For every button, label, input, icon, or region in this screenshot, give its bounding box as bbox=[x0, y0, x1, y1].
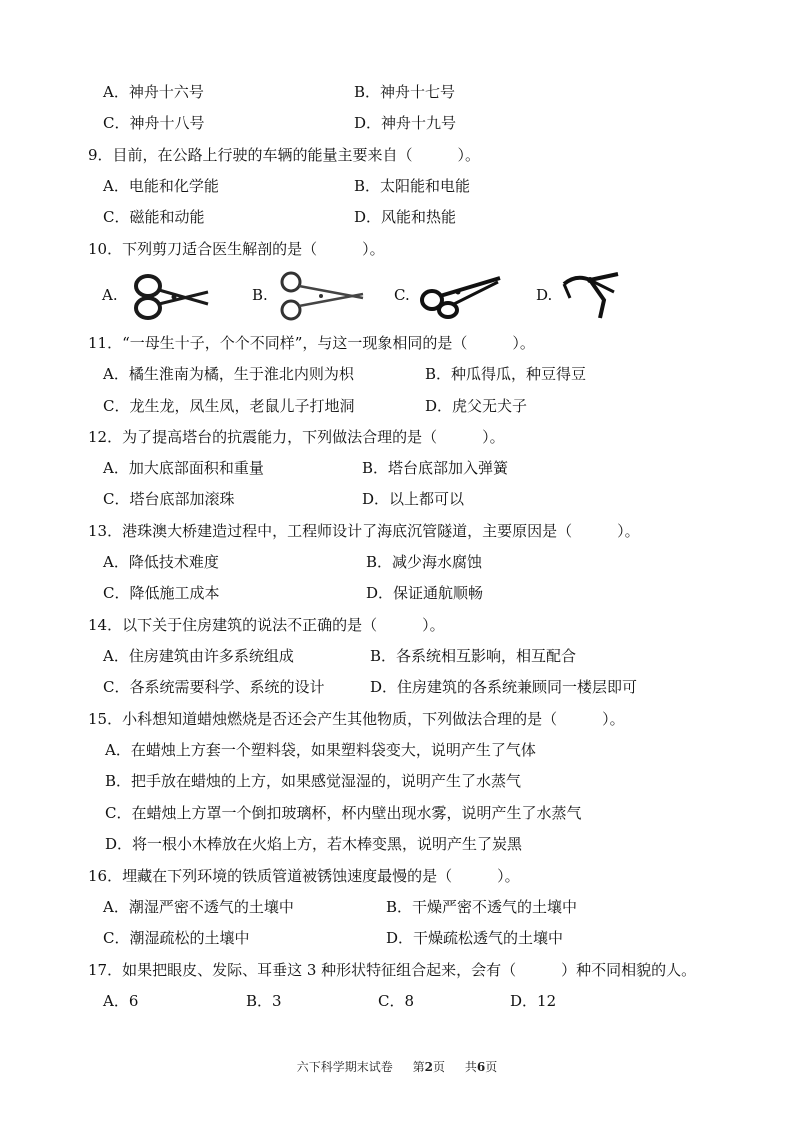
q12-option-b: B．塔台底部加入弹簧 bbox=[362, 459, 509, 477]
q9-option-c: C．磁能和动能 bbox=[103, 208, 205, 226]
q10-stem: 10．下列剪刀适合医生解剖的是（ ）。 bbox=[88, 240, 385, 258]
footer-total-pages: 共6页 bbox=[464, 1060, 498, 1074]
q14-option-b: B．各系统相互影响，相互配合 bbox=[370, 647, 577, 665]
q15-option-c: C．在蜡烛上方罩一个倒扣玻璃杯，杯内壁出现水雾，说明产生了水蒸气 bbox=[105, 804, 582, 822]
q8-option-c: C．神舟十八号 bbox=[103, 114, 205, 132]
page-footer bbox=[0, 1058, 794, 1075]
q17-option-d: D．12 bbox=[510, 992, 557, 1010]
q10-label-b: B. bbox=[252, 286, 268, 304]
q15-stem: 15．小科想知道蜡烛燃烧是否还会产生其他物质，下列做法合理的是（ ）。 bbox=[88, 710, 625, 728]
q12-option-a: A．加大底部面积和重量 bbox=[103, 459, 264, 477]
q16-option-c: C．潮湿疏松的土壤中 bbox=[103, 929, 250, 947]
q14-stem: 14．以下关于住房建筑的说法不正确的是（ ）。 bbox=[88, 616, 445, 634]
q11-stem: 11．“一母生十子，个个不同样”，与这一现象相同的是（ ）。 bbox=[88, 334, 535, 352]
q15-option-d: D．将一根小木棒放在火焰上方，若木棒变黑，说明产生了炭黑 bbox=[105, 835, 523, 853]
q11-option-a: A．橘生淮南为橘，生于淮北内则为枳 bbox=[103, 365, 354, 383]
q17-option-c: C．8 bbox=[378, 992, 415, 1010]
q17-stem: 17．如果把眼皮、发际、耳垂这 3 种形状特征组合起来，会有（ ）种不同相貌的人。 bbox=[88, 961, 697, 979]
q14-option-c: C．各系统需要科学、系统的设计 bbox=[103, 678, 325, 696]
q16-option-b: B．干燥严密不透气的土壤中 bbox=[386, 898, 578, 916]
q13-option-b: B．减少海水腐蚀 bbox=[366, 553, 483, 571]
q10-image-options bbox=[100, 270, 660, 322]
q8-option-a: A．神舟十六号 bbox=[103, 83, 204, 101]
q16-option-d: D．干燥疏松透气的土壤中 bbox=[386, 929, 564, 947]
q10-label-a: A. bbox=[102, 286, 118, 304]
q11-option-b: B．种瓜得瓜，种豆得豆 bbox=[425, 365, 587, 383]
scissors-wide-handle-icon bbox=[130, 270, 210, 322]
q8-option-d: D．神舟十九号 bbox=[354, 114, 457, 132]
q15-option-a: A．在蜡烛上方套一个塑料袋，如果塑料袋变大，说明产生了气体 bbox=[105, 741, 536, 759]
q9-option-a: A．电能和化学能 bbox=[103, 177, 219, 195]
q13-stem: 13．港珠澳大桥建造过程中，工程师设计了海底沉管隧道，主要原因是（ ）。 bbox=[88, 522, 640, 540]
pruning-shears-icon bbox=[560, 270, 624, 322]
q17-option-a: A．6 bbox=[103, 992, 139, 1010]
q12-stem: 12．为了提高塔台的抗震能力，下列做法合理的是（ ）。 bbox=[88, 428, 505, 446]
q9-stem: 9．目前，在公路上行驶的车辆的能量主要来自（ ）。 bbox=[88, 146, 481, 164]
q12-option-c: C．塔台底部加滚珠 bbox=[103, 490, 235, 508]
q13-option-d: D．保证通航顺畅 bbox=[366, 584, 484, 602]
q8-option-b: B．神舟十七号 bbox=[354, 83, 456, 101]
q13-option-c: C．降低施工成本 bbox=[103, 584, 220, 602]
q11-option-c: C．龙生龙，凤生凤，老鼠儿子打地洞 bbox=[103, 397, 355, 415]
surgical-scissors-icon bbox=[275, 270, 365, 322]
q15-option-b: B．把手放在蜡烛的上方，如果感觉湿湿的，说明产生了水蒸气 bbox=[105, 772, 522, 790]
q9-option-b: B．太阳能和电能 bbox=[354, 177, 471, 195]
q9-option-d: D．风能和热能 bbox=[354, 208, 457, 226]
q11-option-d: D．虎父无犬子 bbox=[425, 397, 528, 415]
q12-option-d: D．以上都可以 bbox=[362, 490, 465, 508]
tailor-shears-icon bbox=[418, 270, 503, 322]
q14-option-a: A．住房建筑由许多系统组成 bbox=[103, 647, 294, 665]
footer-page-number: 第2页 bbox=[412, 1060, 445, 1074]
q16-option-a: A．潮湿严密不透气的土壤中 bbox=[103, 898, 294, 916]
q10-label-d: D. bbox=[536, 286, 553, 304]
q17-option-b: B．3 bbox=[246, 992, 282, 1010]
q16-stem: 16．埋藏在下列环境的铁质管道被锈蚀速度最慢的是（ ）。 bbox=[88, 867, 520, 885]
q14-option-d: D．住房建筑的各系统兼顾同一楼层即可 bbox=[370, 678, 638, 696]
q10-label-c: C. bbox=[394, 286, 410, 304]
footer-title: 六下科学期末试卷 bbox=[296, 1060, 393, 1074]
q13-option-a: A．降低技术难度 bbox=[103, 553, 219, 571]
